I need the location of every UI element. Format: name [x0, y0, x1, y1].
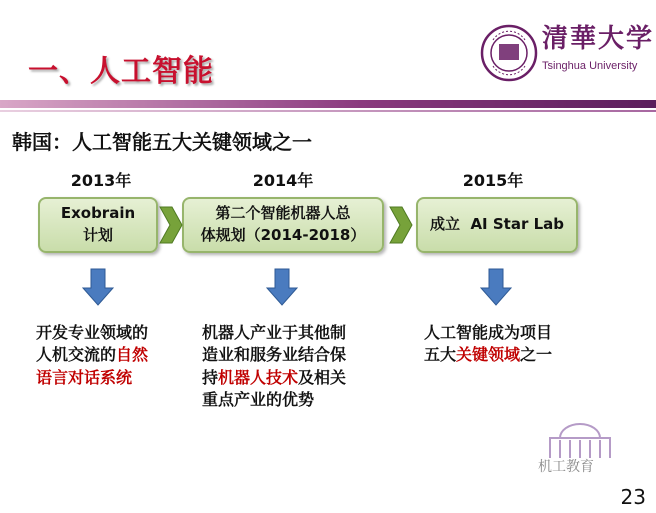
logo-name-cn: 清華大学: [542, 24, 655, 54]
description-text: 人机交流的: [36, 345, 117, 365]
description-text: 持: [202, 367, 219, 387]
year-label-2013: 2013年: [70, 171, 132, 190]
university-logo: [480, 14, 655, 94]
highlight-text: 语言对话系统: [36, 367, 133, 387]
chevron-right-icon: [388, 205, 414, 245]
highlight-text: 关键领域: [456, 345, 521, 365]
header-divider-thin: [0, 110, 656, 112]
description-text: 之一: [520, 345, 553, 365]
description-text: 造业和服务业结合保: [202, 345, 347, 365]
highlight-text: 自然: [116, 345, 149, 365]
description-line: [36, 367, 148, 389]
watermark: 机工教育: [538, 459, 594, 475]
description-line: [36, 322, 148, 344]
description-line: [202, 322, 346, 344]
page-number: 23: [620, 485, 646, 509]
description-text: 开发专业领域的: [36, 323, 149, 342]
highlight-text: 机器人技术: [218, 367, 299, 387]
description-text: 五大: [424, 345, 457, 365]
arrow-down-icon: [266, 268, 298, 306]
description-text: 重点产业的优势: [202, 390, 315, 410]
description-line: [202, 344, 346, 366]
year-label-2015: 2015年: [462, 171, 524, 190]
timeline-box-2013: [38, 197, 158, 253]
description-line: [202, 389, 346, 411]
timeline-box-2015: [416, 197, 578, 253]
box-line: 成立 AI Star Lab: [430, 215, 564, 234]
description-line: [202, 367, 346, 389]
box-line: 计划: [82, 226, 113, 244]
description-text: 机器人产业于其他制: [202, 323, 347, 342]
arrow-down-icon: [82, 268, 114, 306]
timeline-box-2014: [182, 197, 384, 253]
description-2015: [424, 322, 552, 367]
box-line: 第二个智能机器人总: [215, 204, 351, 223]
chevron-right-icon: [158, 205, 184, 245]
year-label-2014: 2014年: [252, 171, 314, 190]
description-line: [424, 322, 552, 344]
description-line: [424, 344, 552, 366]
box-line: Exobrain: [60, 204, 136, 223]
description-line: [36, 344, 148, 366]
description-2014: [202, 322, 346, 412]
header-divider: [0, 100, 656, 108]
slide-title: 一、人工智能: [28, 54, 214, 89]
description-text: 及相关: [298, 367, 347, 387]
watermark-building-icon: [540, 410, 620, 460]
description-text: 人工智能成为项目: [424, 323, 553, 342]
slide-subtitle: 韩国：人工智能五大关键领域之一: [12, 130, 312, 154]
arrow-down-icon: [480, 268, 512, 306]
box-line: 体规划（2014-2018）: [200, 226, 366, 244]
logo-name-en: Tsinghua University: [542, 60, 638, 72]
university-seal-icon: [480, 18, 538, 88]
description-2013: [36, 322, 148, 389]
